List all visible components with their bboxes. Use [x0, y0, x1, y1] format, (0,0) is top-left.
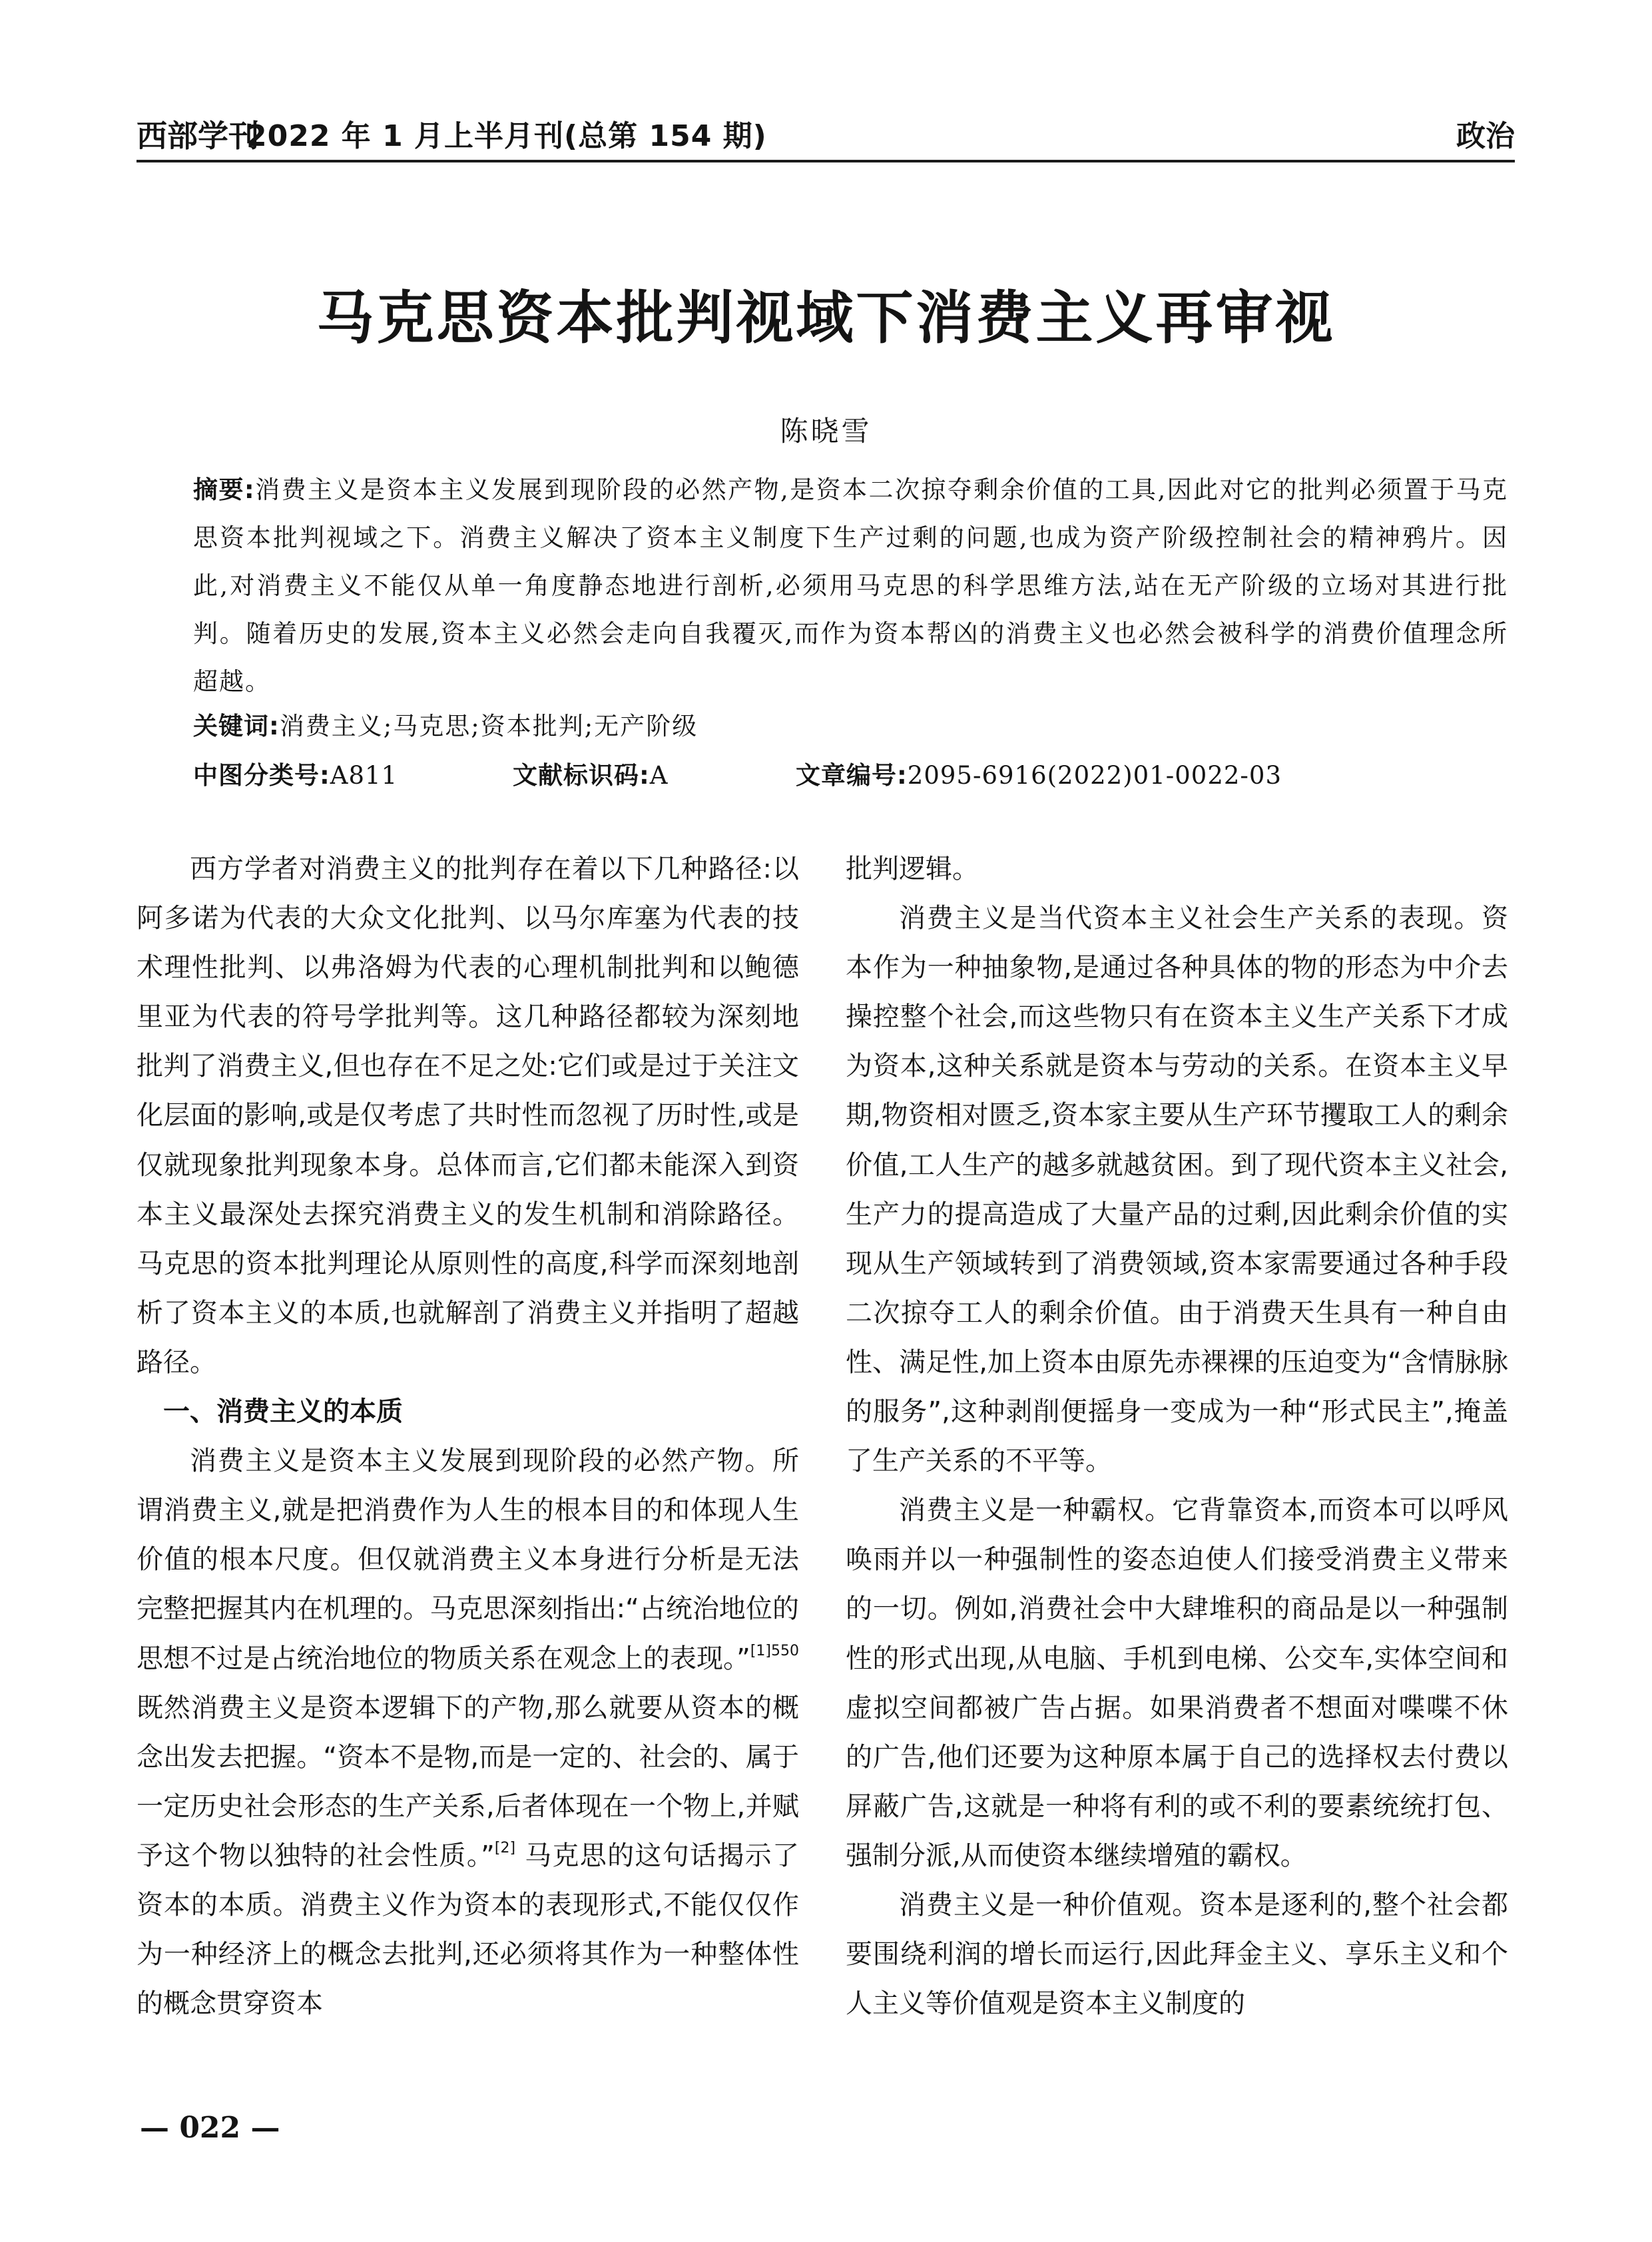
paragraph: 消费主义是一种霸权。它背靠资本,而资本可以呼风唤雨并以一种强制性的姿态迫使人们接受消费主义带来的一切。例如,消费社会中大肆堆积的商品是以一种强制性的形式出现,从电脑、手机到电梯、公交车,实体空间和虚拟空间都被广告占据。如果消费者不想面对喋喋不休的广告,他们还要为这种原本属于自己的选择权去付费以屏蔽广告,这就是一种将有利的或不利的要素统统打包、强制分派,从而使资本继续增殖的霸权。 — [846, 1495, 1508, 1871]
abstract-text: 消费主义是资本主义发展到现阶段的必然产物,是资本二次掠夺剩余价值的工具,因此对它的批判必须置于马克思资本批判视域之下。消费主义解决了资本主义制度下生产过剩的问题,也成为资产阶级控制社会的精神鸦片。因此,对消费主义不能仅从单一角度静态地进行剖析,必须用马克思的科学思维方法,站在无产阶级的立场对其进行批判。随着历史的发展,资本主义必然会走向自我覆灭,而作为资本帮凶的消费主义也必然会被科学的消费价值理念所超越。 — [193, 475, 1508, 696]
author-name: 陈晓雪 — [780, 415, 872, 447]
page-number: — 022 — — [140, 2111, 280, 2145]
section-heading: 一、消费主义的本质 — [163, 1396, 403, 1428]
keywords-label: 关键词: — [193, 712, 280, 740]
abstract-label: 摘要: — [193, 475, 255, 504]
paragraph: 消费主义是当代资本主义社会生产关系的表现。资本作为一种抽象物,是通过各种具体的物的形态为中介去操控整个社会,而这些物只有在资本主义生产关系下才成为资本,这种关系就是资本与劳动的关系。在资本主义早期,物资相对匮乏,资本家主要从生产环节攫取工人的剩余价值,工人生产的越多就越贫困。到了现代资本主义社会,生产力的提高造成了大量产品的过剩,因此剩余价值的实现从生产领域转到了消费领域,资本家需要通过各种手段二次掠夺工人的剩余价值。由于消费天生具有一种自由性、满足性,加上资本由原先赤裸裸的压迫变为“含情脉脉的服务”,这种剥削便摇身一变成为一种“形式民主”,掩盖了生产关系的不平等。 — [846, 903, 1508, 1477]
section-name: 政治 — [1456, 119, 1515, 153]
header-rule — [137, 160, 1515, 162]
article-number: 文章编号:2095-6916(2022)01-0022-03 — [796, 761, 1282, 790]
document-code: 文献标识码:A — [513, 761, 669, 790]
paragraph: 消费主义是资本主义发展到现阶段的必然产物。所谓消费主义,就是把消费作为人生的根本目的和体现人生价值的根本尺度。但仅就消费主义本身进行分析是无法完整把握其内在机理的。马克思深刻指出:“占统治地位的思想不过是占统治地位的物质关系在观念上的表现。”$^{[1]550}$ 既然消费主义是资本逻辑下的产物,那么就要从资本的概念出发去把握。“资本不是物,而是一定的、社会的、属于一定历史社会形态的生产关系,后者体现在一个物上,并赋予这个物以独特的社会性质。”[2] 马克思的这句话揭示了资本的本质。消费主义作为资本的表现形式,不能仅仅作为一种经济上的概念去批判,还必须将其作为一种整体性的概念贯穿资本 — [137, 1446, 799, 2020]
citation: [1]550 — [750, 1642, 799, 1659]
body-column-left — [137, 844, 799, 2028]
body-column-right — [846, 844, 1508, 2028]
paragraph: 消费主义是一种价值观。资本是逐利的,整个社会都要围绕利润的增长而运行,因此拜金主义、享乐主义和个人主义等价值观是资本主义制度的 — [846, 1889, 1508, 2020]
issue-info: 2022 年 1 月上半月刊(总第 154 期) — [246, 119, 767, 153]
clc-number: 中图分类号:A811 — [193, 761, 398, 790]
paragraph: 西方学者对消费主义的批判存在着以下几种路径:以阿多诺为代表的大众文化批判、以马尔库塞为代表的技术理性批判、以弗洛姆为代表的心理机制批判和以鲍德里亚为代表的符号学批判等。这几种路径都较为深刻地批判了消费主义,但也存在不足之处:它们或是过于关注文化层面的影响,或是仅考虑了共时性而忽视了历时性,或是仅就现象批判现象本身。总体而言,它们都未能深入到资本主义最深处去探究消费主义的发生机制和消除路径。马克思的资本批判理论从原则性的高度,科学而深刻地剖析了资本主义的本质,也就解剖了消费主义并指明了超越路径。 — [137, 854, 799, 1378]
paragraph-continuation: 批判逻辑。 — [846, 854, 979, 884]
article-title: 马克思资本批判视域下消费主义再审视 — [316, 284, 1336, 352]
keywords — [193, 706, 698, 742]
citation: [2] — [494, 1839, 516, 1856]
classification-info — [193, 755, 1392, 795]
keywords-text: 消费主义;马克思;资本批判;无产阶级 — [279, 712, 698, 740]
abstract — [193, 466, 1508, 706]
journal-name: 西部学刊 — [137, 118, 259, 154]
running-header — [137, 112, 1515, 156]
